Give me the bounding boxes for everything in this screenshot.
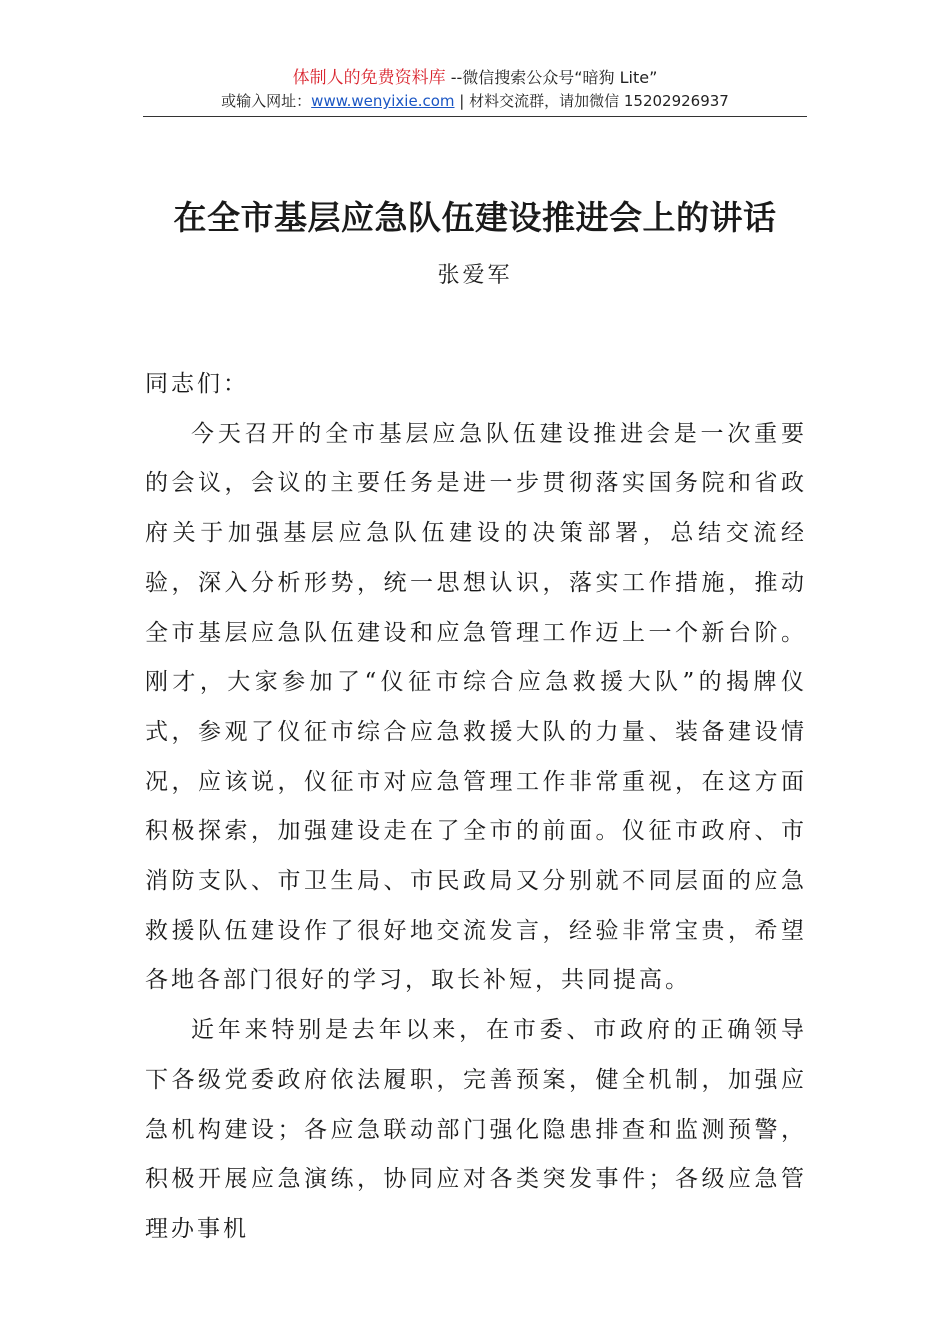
document-author: 张爱军	[437, 263, 513, 288]
document-title: 在全市基层应急队伍建设推进会上的讲话	[173, 198, 777, 237]
url-prefix: 或输入网址：	[221, 92, 312, 110]
website-link[interactable]: www.wenyixie.com	[311, 92, 455, 110]
brand-name: 体制人的免费资料库	[292, 68, 446, 88]
paragraph-2: 近年来特别是去年以来，在市委、市政府的正确领导下各级党委政府依法履职，完善预案，健全机制，加强应急机构建设；各应急联动部门强化隐患排查和监测预警，积极开展应急演练，协同应对各类突发事件；各级应急管理办事机	[145, 1017, 807, 1242]
salutation: 同志们：	[145, 371, 249, 397]
contact-info: | 材料交流群，请加微信 15202926937	[454, 92, 729, 110]
header-divider	[143, 116, 807, 117]
wechat-note: --微信搜索公众号“暗狗 Lite”	[445, 68, 658, 87]
document-body	[145, 360, 807, 1255]
paragraph-1: 今天召开的全市基层应急队伍建设推进会是一次重要的会议，会议的主要任务是进一步贯彻落实国务院和省政府关于加强基层应急队伍建设的决策部署，总结交流经验，深入分析形势，统一思想认识，落实工作措施，推动全市基层应急队伍建设和应急管理工作迈上一个新台阶。刚才，大家参加了“仪征市综合应急救援大队”的揭牌仪式，参观了仪征市综合应急救援大队的力量、装备建设情况，应该说，仪征市对应急管理工作非常重视，在这方面积极探索，加强建设走在了全市的前面。仪征市政府、市消防支队、市卫生局、市民政局又分别就不同层面的应急救援队伍建设作了很好地交流发言，经验非常宝贵，希望各地各部门很好的学习，取长补短，共同提高。	[145, 420, 807, 994]
header-line-1	[143, 66, 807, 90]
document-header	[143, 66, 807, 112]
header-line-2	[143, 90, 807, 112]
